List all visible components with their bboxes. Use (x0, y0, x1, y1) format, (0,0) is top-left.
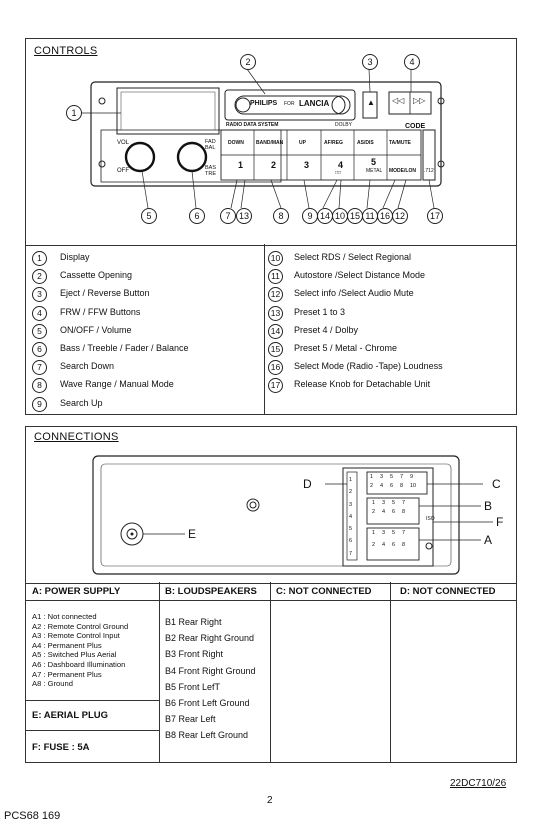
frw-icon: ◁◁ (392, 96, 405, 105)
legend-number-circle: 2 (32, 269, 47, 284)
legend-text: Autostore /Select Distance Mode (294, 270, 426, 281)
callout-2: 2 (240, 54, 256, 70)
callout-17: 17 (427, 208, 443, 224)
power-pin-row: A3 : Remote Control Input (32, 631, 120, 641)
power-pin-row: A7 : Permanent Plus (32, 669, 102, 679)
speaker-pin-row: B8 Rear Left Ground (165, 730, 249, 741)
callout-14: 14 (317, 208, 333, 224)
header-c-not-connected: C: NOT CONNECTED (276, 586, 372, 597)
pin-number: 2 (372, 542, 376, 548)
pin-number: 4 (380, 483, 384, 489)
callout-10: 10 (332, 208, 348, 224)
table-header-rule (26, 600, 516, 601)
power-pin-row: A4 : Permanent Plus (32, 640, 102, 650)
callout-1: 1 (66, 105, 82, 121)
pin-row (370, 483, 420, 489)
pin-number: 5 (349, 526, 353, 533)
btn-bandman-label: BAND/MAN (256, 140, 284, 146)
callout-13: 13 (236, 208, 252, 224)
legend-text: Search Down (60, 361, 115, 372)
pin-number: 4 (349, 513, 353, 520)
connector-diagram (25, 426, 515, 582)
speaker-pin-row: B6 Front Left Ground (165, 698, 250, 709)
doc-code: 22DC710/26 (450, 778, 507, 789)
pin-number: 3 (382, 530, 386, 536)
pin-number: 4 (382, 542, 386, 548)
conn-label-f: F (496, 515, 504, 529)
preset-5-label: 5 (371, 157, 377, 167)
pin-number: 1 (372, 500, 376, 506)
radio-bal-label: BAL (205, 145, 216, 151)
pin-number: 3 (382, 500, 386, 506)
pin-number: 6 (390, 483, 394, 489)
conn-label-c: C (492, 477, 501, 491)
pin-number: 9 (410, 474, 414, 480)
iso-label: ISO (426, 516, 435, 522)
pin-number: 3 (349, 501, 353, 508)
power-supply-list (32, 612, 128, 689)
pins-d (349, 474, 357, 560)
legend-number-circle: 17 (268, 378, 283, 393)
legend-text: Release Knob for Detachable Unit (294, 379, 431, 390)
legend-text: FRW / FFW Buttons (60, 306, 141, 317)
preset-5-sub: METAL (366, 168, 383, 174)
radio-rds-label: RADIO DATA SYSTEM (226, 122, 279, 128)
callout-8: 8 (273, 208, 289, 224)
speaker-pin-row: B1 Rear Right (165, 617, 222, 627)
legend-number-circle: 15 (268, 342, 283, 357)
pin-table (25, 582, 517, 763)
legend-text: Select RDS / Select Regional (294, 252, 412, 262)
col-c (270, 582, 391, 762)
legend-divider (264, 244, 265, 414)
speaker-pin-row: B3 Front Right (165, 649, 224, 660)
pin-number: 5 (390, 474, 394, 480)
radio-lancia: LANCIA (299, 99, 330, 108)
ffw-icon: ▷▷ (413, 96, 426, 105)
display-window (117, 88, 219, 134)
callout-6: 6 (189, 208, 205, 224)
legend-text: Display (60, 252, 90, 262)
btn-down-label: DOWN (228, 140, 244, 146)
btn-asdis-label: AS/DIS (357, 140, 374, 146)
pin-number: 2 (349, 489, 353, 496)
preset-1-label: 1 (238, 160, 244, 170)
pin-row (372, 530, 412, 536)
power-pin-row: A6 : Dashboard Illumination (32, 659, 126, 669)
pin-number: 5 (392, 500, 396, 506)
pin-number: 2 (370, 483, 374, 489)
callout-15: 15 (347, 208, 363, 224)
pin-number: 3 (380, 474, 384, 480)
legend-number-circle: 12 (268, 287, 283, 302)
bottom-left-code: PCS68 169 (4, 810, 61, 822)
mount-hole-bl (99, 161, 105, 167)
legend-text: Preset 4 / Dolby (294, 324, 359, 335)
callout-16: 16 (377, 208, 393, 224)
radio-brand: PHILIPS (250, 100, 278, 107)
legend-text: Select Mode (Radio -Tape) Loudness (294, 361, 443, 372)
speaker-pin-row: B5 Front LefT (165, 681, 221, 692)
power-pin-row: A1 : Not connected (32, 612, 97, 621)
eject-icon: ▲ (367, 98, 375, 107)
callout-9: 9 (302, 208, 318, 224)
header-power-supply: A: POWER SUPPLY (32, 586, 121, 597)
legend-number-circle: 5 (32, 324, 47, 339)
mode-lon-label: MODE/LON (389, 168, 416, 174)
fuse-rule (26, 730, 159, 731)
center-screw (247, 499, 259, 511)
radio-tre-label: TRE (205, 171, 216, 177)
legend-number-circle: 13 (268, 306, 283, 321)
pin-number: 2 (372, 509, 376, 515)
page-number: 2 (267, 795, 273, 806)
pin-number: 8 (400, 483, 404, 489)
pin-number: 1 (370, 474, 374, 480)
power-pin-row: A5 : Switched Plus Aerial (32, 650, 117, 660)
display-inner (121, 92, 215, 130)
pin-number: 4 (382, 509, 386, 515)
speaker-pin-row: B4 Front Right Ground (165, 665, 256, 676)
pin-number: 6 (349, 538, 353, 545)
radio-fad-label: FAD (205, 139, 216, 145)
legend-text: Eject / Reverse Button (60, 288, 150, 299)
callout-3: 3 (362, 54, 378, 70)
legend-number-circle: 3 (32, 287, 47, 302)
header-loudspeakers: B: LOUDSPEAKERS (165, 586, 257, 597)
preset-3-label: 3 (304, 160, 310, 170)
callout-7: 7 (220, 208, 236, 224)
legend-number-circle: 16 (268, 360, 283, 375)
mount-hole-tl (99, 98, 105, 104)
callout-12: 12 (392, 208, 408, 224)
pin-row (370, 474, 420, 480)
btn-up-label: UP (299, 140, 306, 146)
power-pin-row: A8 : Ground (32, 679, 73, 689)
pin-row (372, 542, 412, 548)
conn-label-b: B (484, 499, 493, 513)
bass-knob (178, 143, 206, 171)
conn-label-e: E (188, 527, 197, 541)
aerial-plug-label: E: AERIAL PLUG (32, 710, 109, 721)
pin-number: 7 (400, 474, 404, 480)
pin-number: 1 (349, 477, 353, 483)
header-d-not-connected: D: NOT CONNECTED (400, 586, 496, 597)
legend-number-circle: 9 (32, 397, 47, 412)
pin-number: 7 (402, 530, 406, 536)
legend-text: Select info /Select Audio Mute (294, 288, 414, 299)
loudspeaker-list (165, 614, 256, 744)
radio-code-label: CODE (405, 123, 426, 130)
pin-row (372, 509, 412, 515)
legend-text: Wave Range / Manual Mode (60, 379, 174, 390)
callout-11: 11 (362, 208, 378, 224)
legend-text: Preset 1 to 3 (294, 306, 346, 317)
radio-for: FOR (284, 101, 295, 107)
radio-bas-label: BAS (205, 165, 217, 171)
legend-number-circle: 4 (32, 306, 47, 321)
conn-label-a: A (484, 533, 493, 547)
pin-number: 8 (402, 509, 406, 515)
legend-number-circle: 8 (32, 378, 47, 393)
btn-tamute-label: TA/MUTE (389, 140, 411, 146)
legend-number-circle: 14 (268, 324, 283, 339)
preset-4-sub: □□ (335, 170, 342, 176)
legend-text: Cassette Opening (60, 270, 133, 281)
pin-number: 7 (349, 550, 353, 557)
legend-number-circle: 10 (268, 251, 283, 266)
radio-off-label: OFF (117, 168, 129, 174)
pin-number: 6 (392, 542, 396, 548)
connections-title: CONNECTIONS (34, 431, 119, 443)
legend-text: ON/OFF / Volume (60, 324, 132, 335)
radio-dolby-label: DOLBY (335, 122, 352, 128)
legend-number-circle: 7 (32, 360, 47, 375)
speaker-pin-row: B7 Rear Left (165, 714, 216, 725)
fuse-label: F: FUSE : 5A (32, 742, 90, 753)
preset-2-label: 2 (271, 160, 277, 170)
pin-number: 7 (402, 500, 406, 506)
pin-row (372, 500, 412, 506)
pin-number: 10 (410, 483, 417, 489)
legend-text: Bass / Treeble / Fader / Balance (60, 343, 189, 353)
callout-5: 5 (141, 208, 157, 224)
pin-number: 6 (392, 509, 396, 515)
legend-text: Search Up (60, 397, 103, 408)
radio-vol-label: VOL (117, 140, 130, 146)
legend-number-circle: 11 (268, 269, 283, 284)
vol-knob (126, 143, 154, 171)
controls-title: CONTROLS (34, 45, 98, 57)
preset-4-label: 4 (338, 160, 344, 170)
legend-text: Preset 5 / Metal - Chrome (294, 343, 398, 353)
pin-number: 5 (392, 530, 396, 536)
btn-afreg-label: AF/REG (324, 140, 343, 146)
cassette-left-circle (236, 98, 250, 112)
conn-label-d: D (303, 477, 312, 491)
aerial-rule (26, 700, 159, 701)
legend-number-circle: 1 (32, 251, 47, 266)
pin-number: 1 (372, 530, 376, 536)
power-pin-row: A2 : Remote Control Ground (32, 621, 129, 631)
legend-number-circle: 6 (32, 342, 47, 357)
pin-number: 8 (402, 542, 406, 548)
callout-4: 4 (404, 54, 420, 70)
cassette-right-circle (332, 96, 350, 114)
speaker-pin-row: B2 Rear Right Ground (165, 633, 255, 644)
release-side-text: .712 (424, 168, 434, 174)
